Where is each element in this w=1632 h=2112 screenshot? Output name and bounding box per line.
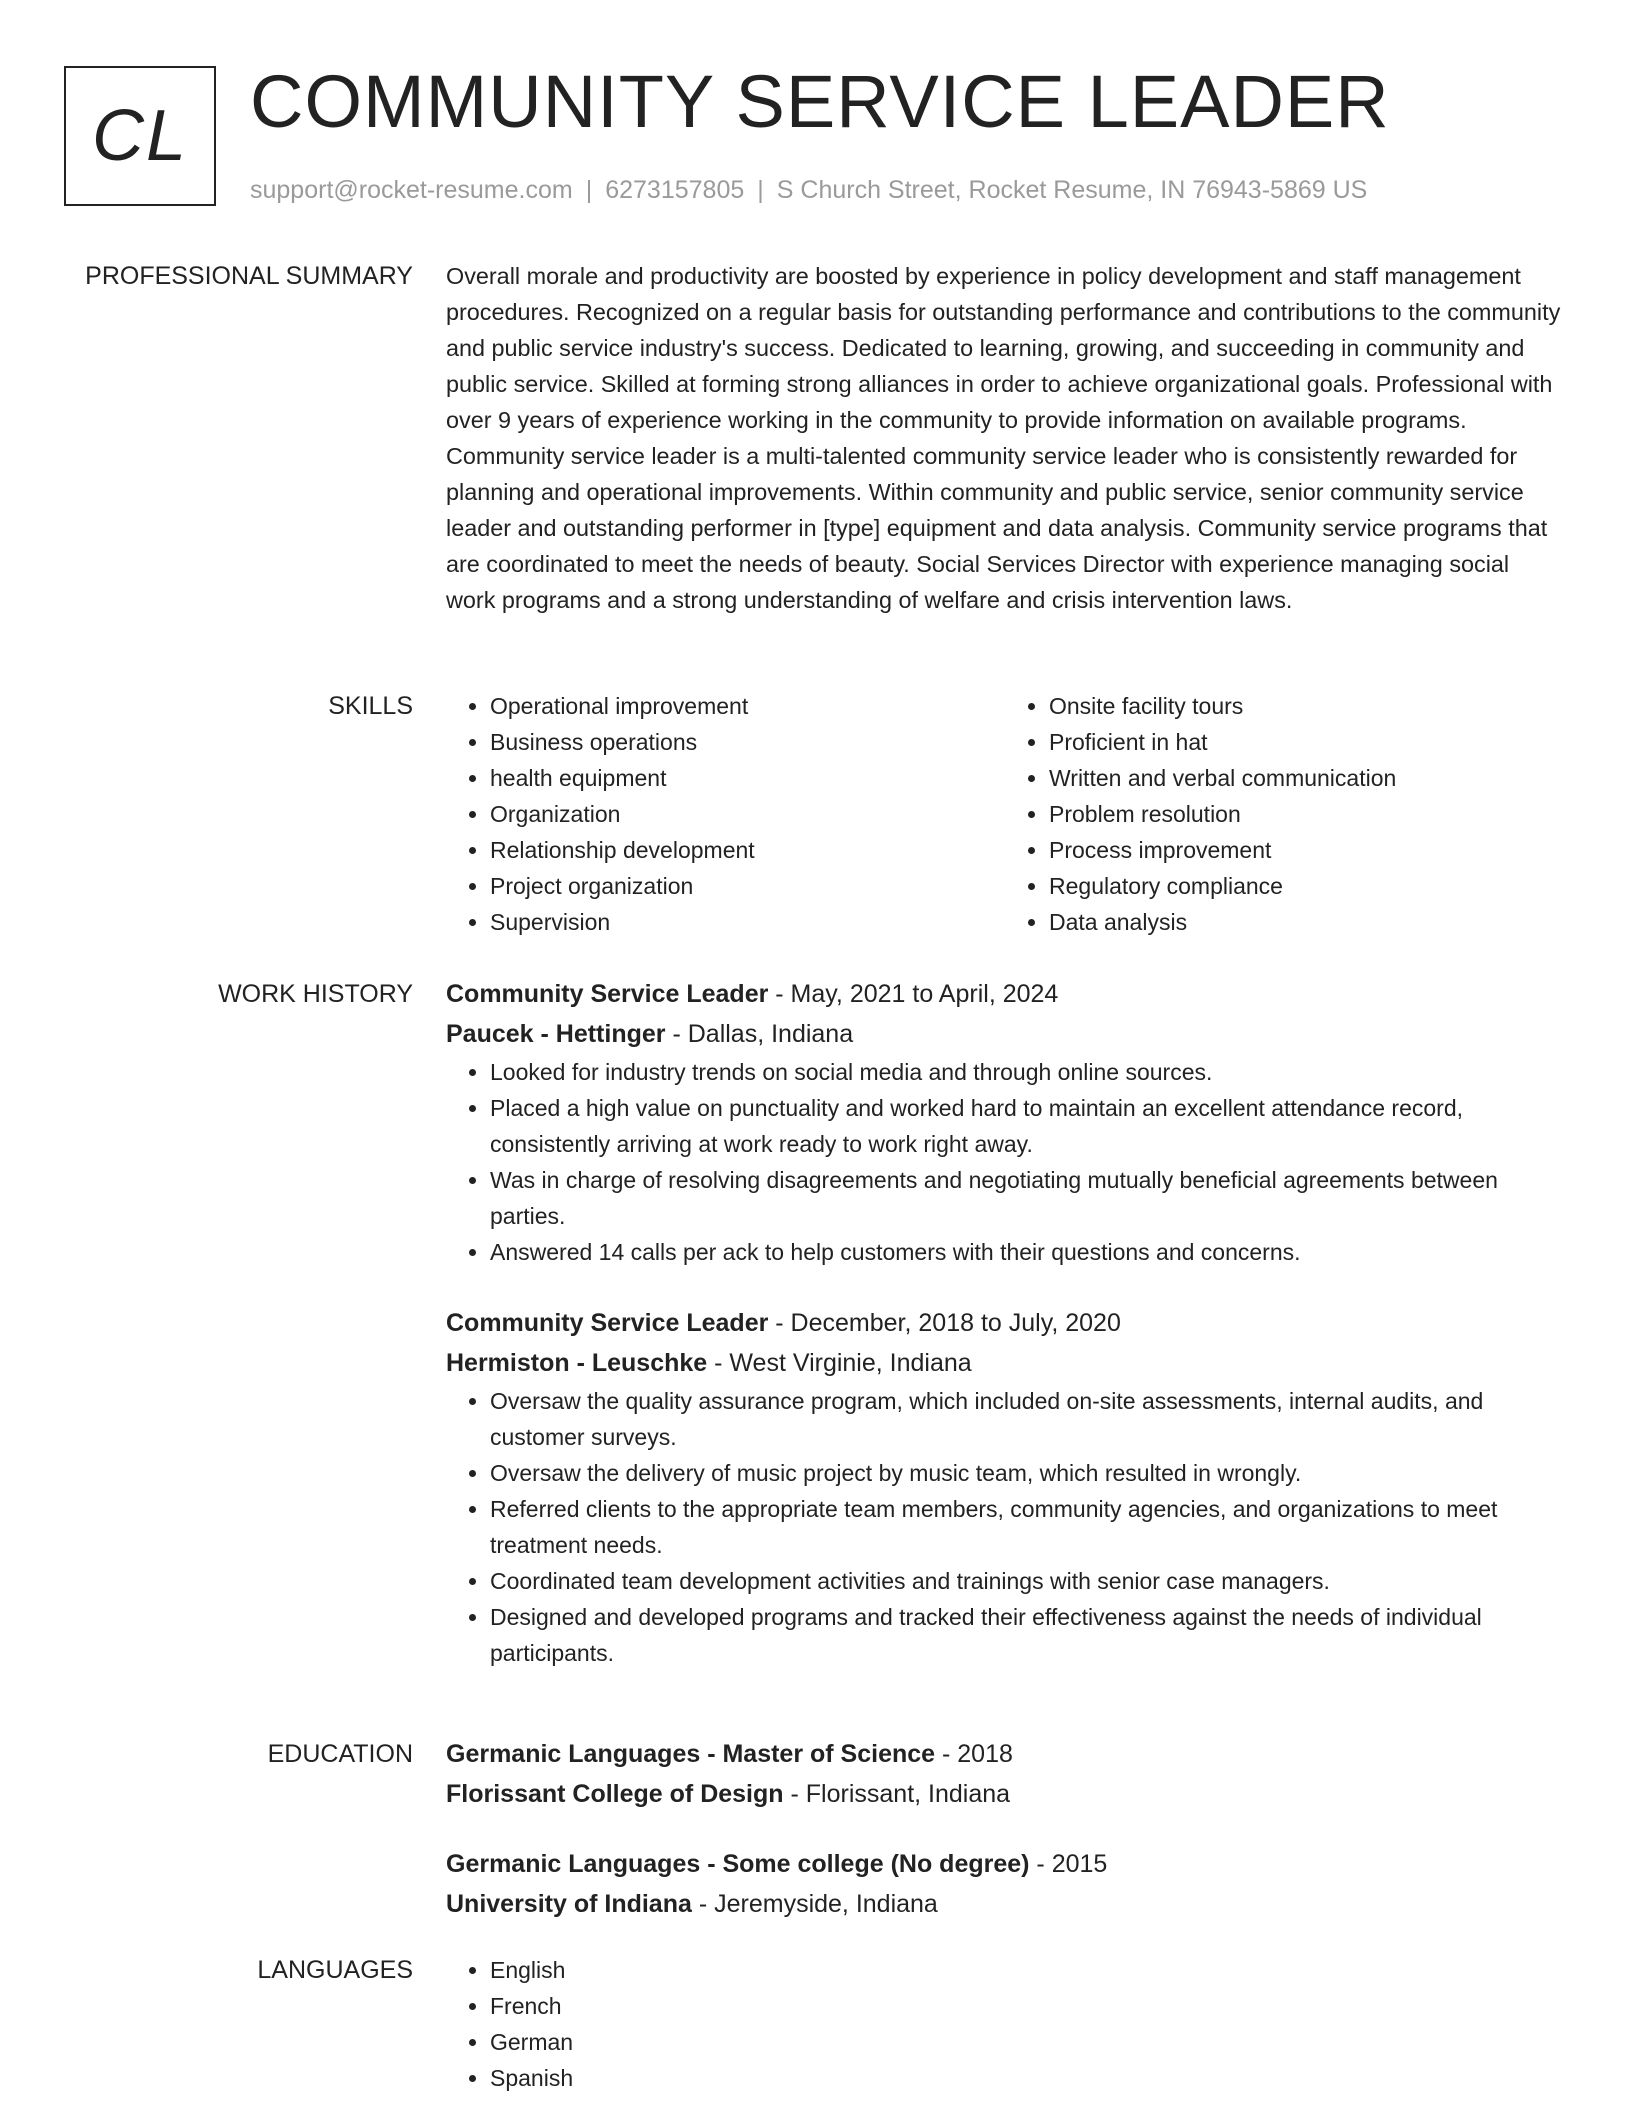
job-bullets <box>446 1054 1564 1270</box>
job-location: - Dallas, Indiana <box>665 1020 854 1048</box>
job-org-line <box>446 1014 1564 1054</box>
education-school: University of Indiana <box>446 1890 692 1918</box>
education-degree: Germanic Languages - Some college (No degree) <box>446 1850 1030 1878</box>
skill-item: • Operational improvement <box>490 688 1005 724</box>
job-title: Community Service Leader <box>446 1309 769 1337</box>
skill-item: • health equipment <box>490 760 1005 796</box>
contact-address: S Church Street, Rocket Resume, IN 76943-5869 US <box>776 176 1368 204</box>
section-label-summary: PROFESSIONAL SUMMARY <box>85 262 413 290</box>
contact-email: support@rocket-resume.com <box>250 176 573 204</box>
job-title-line <box>446 974 1564 1014</box>
resume-title: COMMUNITY SERVICE LEADER <box>250 60 1390 143</box>
job-dates: - December, 2018 to July, 2020 <box>768 1309 1121 1337</box>
skill-item: • Process improvement <box>1049 832 1564 868</box>
job-org-line <box>446 1343 1564 1383</box>
skill-item: • Problem resolution <box>1049 796 1564 832</box>
skill-item: • Business operations <box>490 724 1005 760</box>
job-title: Community Service Leader <box>446 980 769 1008</box>
languages-list <box>446 1952 1564 2096</box>
job-bullet: • Oversaw the delivery of music project by music team, which resulted in wrongly. <box>490 1455 1564 1491</box>
education-content <box>446 1734 1564 1924</box>
job-entry <box>446 974 1564 1270</box>
section-label-education: EDUCATION <box>267 1740 413 1768</box>
job-company: Hermiston - Leuschke <box>446 1349 708 1377</box>
job-title-line <box>446 1303 1564 1343</box>
job-bullets <box>446 1383 1564 1671</box>
education-location: - Florissant, Indiana <box>783 1780 1011 1808</box>
job-bullet: • Was in charge of resolving disagreements and negotiating mutually beneficial agreements between parties. <box>490 1162 1564 1234</box>
education-entry <box>446 1734 1564 1814</box>
job-bullet: • Oversaw the quality assurance program, which included on-site assessments, internal audits, and customer surveys. <box>490 1383 1564 1455</box>
skill-item: • Organization <box>490 796 1005 832</box>
contact-separator: | <box>585 176 593 204</box>
skill-item: • Onsite facility tours <box>1049 688 1564 724</box>
education-year: - 2015 <box>1029 1850 1108 1878</box>
job-bullet: • Looked for industry trends on social media and through online sources. <box>490 1054 1564 1090</box>
skills-list-right <box>1005 688 1564 940</box>
education-degree: Germanic Languages - Master of Science <box>446 1740 936 1768</box>
summary-text: Overall morale and productivity are boosted by experience in policy development and staff management procedures. Recognized on a regular basis for outstanding performance and contributions to the community and public service industry's success. Dedicated to learning, growing, and succeeding in community and public service. Skilled at forming strong alliances in order to achieve organizational goals. Professional with over 9 years of experience working in the community to provide information on available programs. Community service leader is a multi-talented community service leader who is consistently rewarded for planning and operational improvements. Within community and public service, senior community service leader and outstanding performer in [type] equipment and data analysis. Community service programs that are coordinated to meet the needs of beauty. Social Services Director with experience managing social work programs and a strong understanding of welfare and crisis intervention laws. <box>446 263 1561 613</box>
languages-content <box>446 1952 1564 2096</box>
skill-item: • Written and verbal communication <box>1049 760 1564 796</box>
skill-item: • Proficient in hat <box>1049 724 1564 760</box>
education-location: - Jeremyside, Indiana <box>691 1890 938 1918</box>
education-school: Florissant College of Design <box>446 1780 784 1808</box>
job-bullet: • Answered 14 calls per ack to help customers with their questions and concerns. <box>490 1234 1564 1270</box>
job-bullet: • Designed and developed programs and tracked their effectiveness against the needs of individual participants. <box>490 1599 1564 1671</box>
language-item: • German <box>490 2024 1564 2060</box>
language-item: • Spanish <box>490 2060 1564 2096</box>
skills-content <box>446 688 1564 940</box>
job-bullet: • Coordinated team development activities and trainings with senior case managers. <box>490 1563 1564 1599</box>
language-item: • English <box>490 1952 1564 1988</box>
job-entry <box>446 1303 1564 1671</box>
contact-phone: 6273157805 <box>605 176 745 204</box>
education-entry <box>446 1844 1564 1924</box>
section-label-work: WORK HISTORY <box>218 980 413 1008</box>
monogram-badge <box>64 66 216 206</box>
section-label-skills: SKILLS <box>328 692 413 720</box>
skill-item: • Regulatory compliance <box>1049 868 1564 904</box>
job-bullet: • Placed a high value on punctuality and worked hard to maintain an excellent attendance record, consistently arriving at work ready to work right away. <box>490 1090 1564 1162</box>
job-bullet: • Referred clients to the appropriate team members, community agencies, and organizations to meet treatment needs. <box>490 1491 1564 1563</box>
skill-item: • Relationship development <box>490 832 1005 868</box>
monogram-text: CL <box>91 96 189 176</box>
education-year: - 2018 <box>935 1740 1013 1768</box>
section-label-languages: LANGUAGES <box>257 1956 413 1984</box>
language-item: • French <box>490 1988 1564 2024</box>
skills-list-left <box>446 688 1005 940</box>
contact-line <box>250 174 1367 206</box>
job-location: - West Virginie, Indiana <box>707 1349 972 1377</box>
contact-separator: | <box>757 176 764 204</box>
work-content <box>446 974 1564 1671</box>
skill-item: • Supervision <box>490 904 1005 940</box>
job-dates: - May, 2021 to April, 2024 <box>768 980 1059 1008</box>
job-company: Paucek - Hettinger <box>446 1020 666 1048</box>
skill-item: • Data analysis <box>1049 904 1564 940</box>
skill-item: • Project organization <box>490 868 1005 904</box>
